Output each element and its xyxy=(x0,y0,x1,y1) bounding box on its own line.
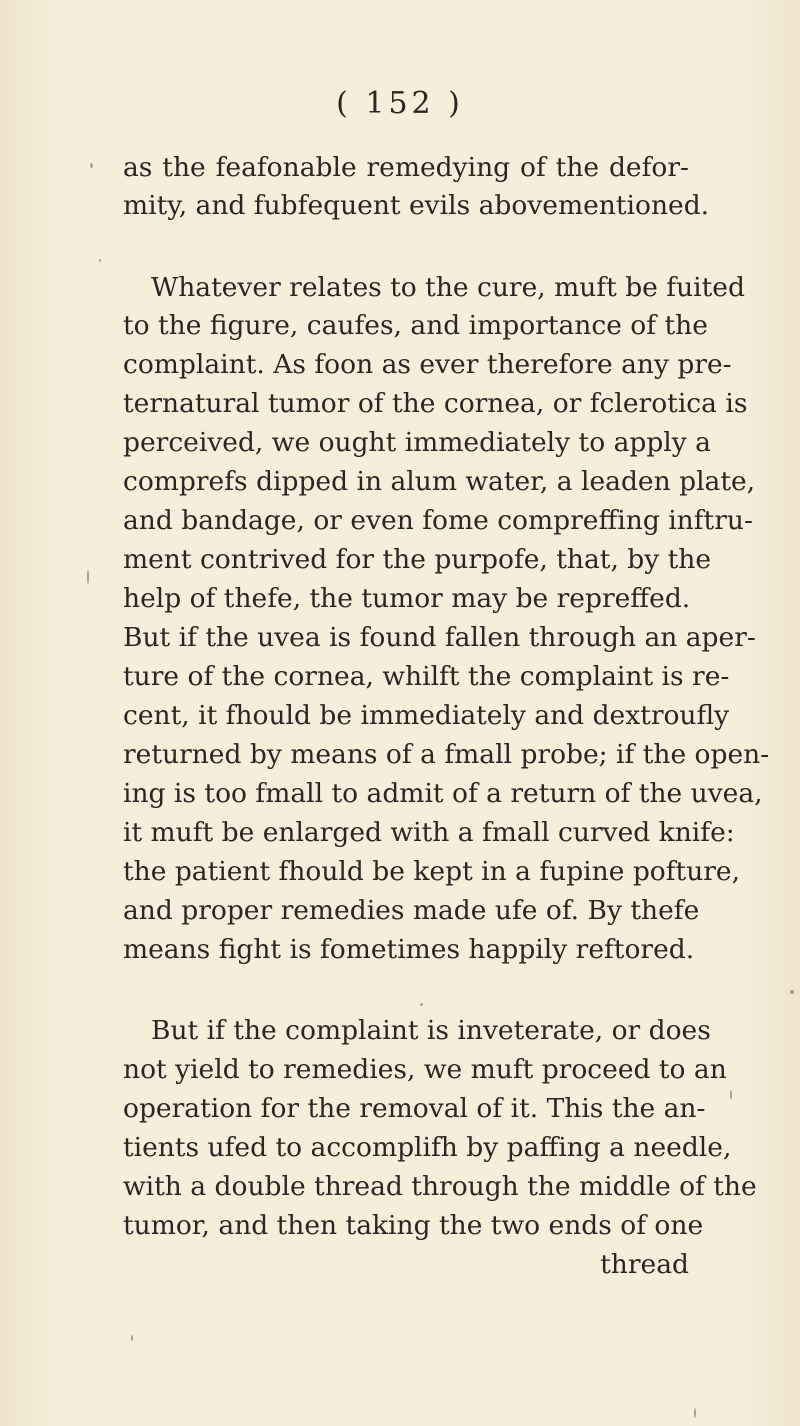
text-line: operation for the removal of it. This the an- xyxy=(123,1093,706,1124)
text-line: comprefs dipped in alum water, a leaden plate, xyxy=(123,466,756,497)
text-line: tients ufed to accomplifh by paffing a needle, xyxy=(123,1132,732,1163)
paper-speck xyxy=(730,1090,732,1100)
text-line: as the feafonable remedying of the defor- xyxy=(123,152,689,183)
text-line: tumor, and then taking the two ends of one xyxy=(123,1210,704,1241)
paper-speck xyxy=(90,163,93,168)
text-line: it muft be enlarged with a fmall curved knife: xyxy=(123,817,735,848)
text-line: ing is too fmall to admit of a return of the uvea, xyxy=(123,778,763,809)
text-line: and bandage, or even fome compreffing inftru- xyxy=(123,505,753,536)
text-line: means fight is fometimes happily reftored. xyxy=(123,934,695,965)
text-line: mity, and fubfequent evils abovementioned. xyxy=(123,190,710,221)
text-line: ture of the cornea, whilft the complaint is re- xyxy=(123,661,730,692)
text-line: to the figure, caufes, and importance of the xyxy=(123,310,708,341)
catchword: thread xyxy=(600,1249,689,1280)
text-line: Whatever relates to the cure, muft be fuited xyxy=(151,272,745,303)
text-line: returned by means of a fmall probe; if the open- xyxy=(123,739,770,770)
text-line: ment contrived for the purpofe, that, by the xyxy=(123,544,712,575)
paper-speck xyxy=(99,259,101,262)
text-line: with a double thread through the middle of the xyxy=(123,1171,757,1202)
paper-speck xyxy=(694,1408,696,1418)
page-number: ( 152 ) xyxy=(336,86,464,121)
text-line: not yield to remedies, we muft proceed to an xyxy=(123,1054,727,1085)
text-line: and proper remedies made ufe of. By thefe xyxy=(123,895,700,926)
text-line: perceived, we ought immediately to apply a xyxy=(123,427,711,458)
paper-speck xyxy=(790,990,794,994)
text-line: cent, it fhould be immediately and dextroufly xyxy=(123,700,730,731)
paper-speck xyxy=(420,1003,423,1006)
text-line: complaint. As foon as ever therefore any pre- xyxy=(123,349,732,380)
text-line: help of thefe, the tumor may be repreffed. xyxy=(123,583,691,614)
paper-speck xyxy=(87,570,89,584)
text-line: ternatural tumor of the cornea, or fclerotica is xyxy=(123,388,748,419)
text-line: But if the complaint is inveterate, or does xyxy=(151,1015,711,1046)
text-line: the patient fhould be kept in a fupine pofture, xyxy=(123,856,741,887)
paper-speck xyxy=(131,1335,133,1341)
text-line: But if the uvea is found fallen through an aper- xyxy=(123,622,756,653)
